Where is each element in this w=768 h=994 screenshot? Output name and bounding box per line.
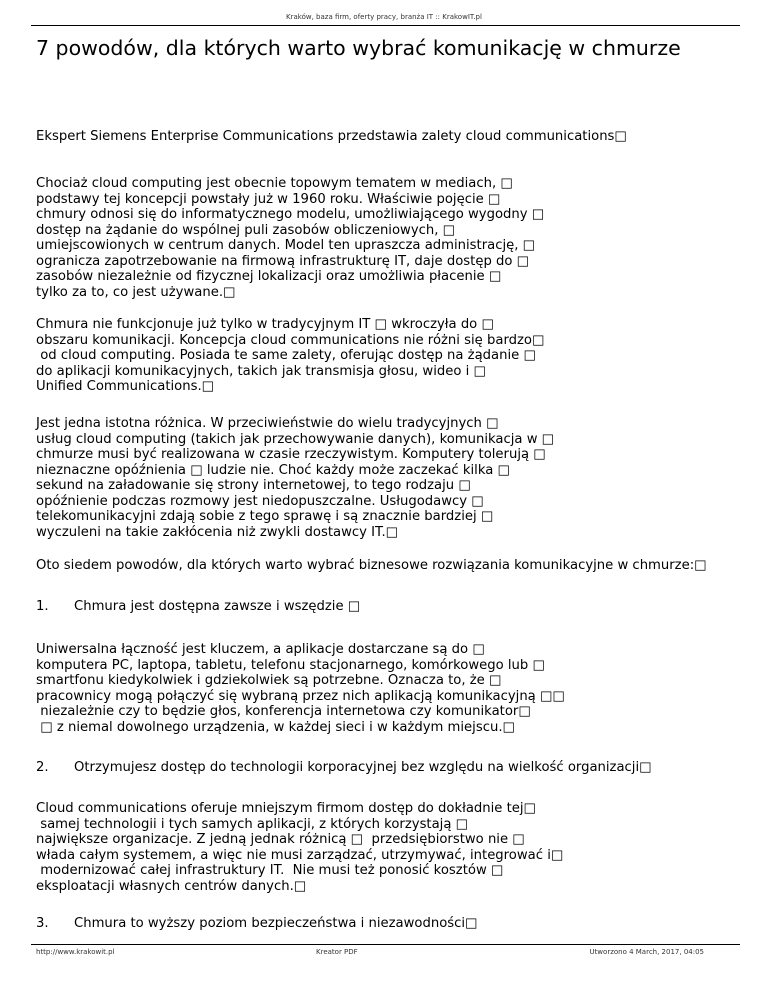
paragraph-line: opóźnienie podczas rozmowy jest niedopuszczalne. Usługodawcy □ — [36, 493, 484, 509]
paragraph-5 — [36, 642, 565, 735]
paragraph-line: nieznaczne opóźnienia □ ludzie nie. Choć każdy może zaczekać kilka □ — [36, 462, 510, 478]
paragraph-line: ogranicza zapotrzebowanie na firmową infrastrukturę IT, daje dostęp do □ — [36, 253, 530, 269]
paragraph-6 — [36, 801, 563, 894]
paragraph-line: Oto siedem powodów, dla których warto wybrać biznesowe rozwiązania komunikacyjne w chmurze:□ — [36, 558, 707, 573]
paragraph-line: umiejscowionych w centrum danych. Model ten upraszcza administrację, □ — [36, 238, 536, 253]
paragraph-line: Jest jedna istotna różnica. W przeciwieństwie do wielu tradycyjnych □ — [36, 416, 499, 431]
paragraph-line: do aplikacji komunikacyjnych, takich jak transmisja głosu, wideo i □ — [36, 363, 486, 379]
paragraph-1 — [36, 176, 544, 300]
paragraph-line: zasobów niezależnie od fizycznej lokalizacji oraz umożliwia płacenie □ — [36, 269, 502, 284]
paragraph-line: Unified Communications.□ — [36, 379, 215, 394]
paragraph-line: usług cloud computing (takich jak przechowywanie danych), komunikacja w □ — [36, 431, 555, 447]
list-number: 3. — [36, 916, 49, 931]
paragraph-line: podstawy tej koncepcji powstały już w 1960 roku. Właściwie pojęcie □ — [36, 191, 501, 207]
paragraph-line: pracownicy mogą połączyć się wybraną przez nich aplikacją komunikacyjną □□ — [36, 688, 565, 704]
list-number: 1. — [36, 599, 49, 614]
paragraph-line: Chociaż cloud computing jest obecnie topowym tematem w mediach, □ — [36, 176, 513, 191]
paragraph-line: tylko za to, co jest używane.□ — [36, 284, 236, 300]
paragraph-line: telekomunikacyjni zdają sobie z tego sprawę i są znacznie bardziej □ — [36, 509, 494, 524]
paragraph-line: dostęp na żądanie do wspólnej puli zasobów obliczeniowych, □ — [36, 222, 456, 238]
lead-paragraph — [36, 129, 627, 145]
footer-created: Utworzono 4 March, 2017, 04:05 — [589, 948, 704, 956]
paragraph-line: największe organizacje. Z jedną jednak różnicą □ przedsiębiorstwo nie □ — [36, 832, 525, 847]
list-number: 2. — [36, 760, 49, 775]
paragraph-line: wyczuleni na takie zakłócenia niż zwykli dostawcy IT.□ — [36, 524, 399, 540]
paragraph-line: chmury odnosi się do informatycznego modelu, umożliwiającego wygodny □ — [36, 207, 545, 222]
paragraph-line: sekund na załadowanie się strony internetowej, to tego rodzaju □ — [36, 478, 471, 493]
paragraph-line: eksploatacji własnych centrów danych.□ — [36, 878, 307, 894]
paragraph-4 — [36, 558, 707, 574]
list-heading: Chmura jest dostępna zawsze i wszędzie □ — [74, 599, 361, 614]
paragraph-line: obszaru komunikacji. Koncepcja cloud communications nie różni się bardzo□ — [36, 332, 545, 348]
paragraph-line: niezależnie czy to będzie głos, konferencja internetowa czy komunikator□ — [36, 704, 531, 719]
article-title: 7 powodów, dla których warto wybrać komunikację w chmurze — [36, 36, 681, 60]
paragraph-line: □ z niemal dowolnego urządzenia, w każdej sieci i w każdym miejscu.□ — [36, 719, 515, 735]
paragraph-line: włada całym systemem, a więc nie musi zarządzać, utrzymywać, integrować i□ — [36, 847, 564, 863]
paragraph-line: modernizować całej infrastruktury IT. Nie musi też ponosić kosztów □ — [36, 863, 504, 878]
paragraph-3 — [36, 416, 554, 540]
paragraph-line: komputera PC, laptopa, tabletu, telefonu stacjonarnego, komórkowego lub □ — [36, 657, 545, 673]
paragraph-line: Uniwersalna łączność jest kluczem, a aplikacje dostarczane są do □ — [36, 642, 485, 657]
list-heading: Chmura to wyższy poziom bezpieczeństwa i niezawodności□ — [74, 916, 478, 931]
lead-text: Ekspert Siemens Enterprise Communications przedstawia zalety cloud communications□ — [36, 129, 627, 144]
paragraph-line: od cloud computing. Posiada te same zalety, oferując dostęp na żądanie □ — [36, 348, 536, 363]
list-heading: Otrzymujesz dostęp do technologii korporacyjnej bez względu na wielkość organizacji□ — [74, 760, 652, 775]
paragraph-line: chmurze musi być realizowana w czasie rzeczywistym. Komputery tolerują □ — [36, 447, 546, 462]
footer-generator: Kreator PDF — [316, 948, 358, 956]
paragraph-2 — [36, 317, 544, 395]
page-header: Kraków, baza firm, oferty pracy, branża IT :: KrakowIT.pl — [286, 13, 482, 21]
paragraph-line: Chmura nie funkcjonuje już tylko w tradycyjnym IT □ wkroczyła do □ — [36, 317, 494, 332]
paragraph-line: smartfonu kiedykolwiek i gdziekolwiek są potrzebne. Oznacza to, że □ — [36, 673, 502, 688]
footer-divider — [31, 944, 740, 945]
header-divider — [31, 25, 740, 26]
paragraph-line: samej technologii i tych samych aplikacji, z których korzystają □ — [36, 816, 469, 832]
footer-url: http://www.krakowit.pl — [36, 948, 115, 956]
paragraph-line: Cloud communications oferuje mniejszym firmom dostęp do dokładnie tej□ — [36, 801, 537, 816]
